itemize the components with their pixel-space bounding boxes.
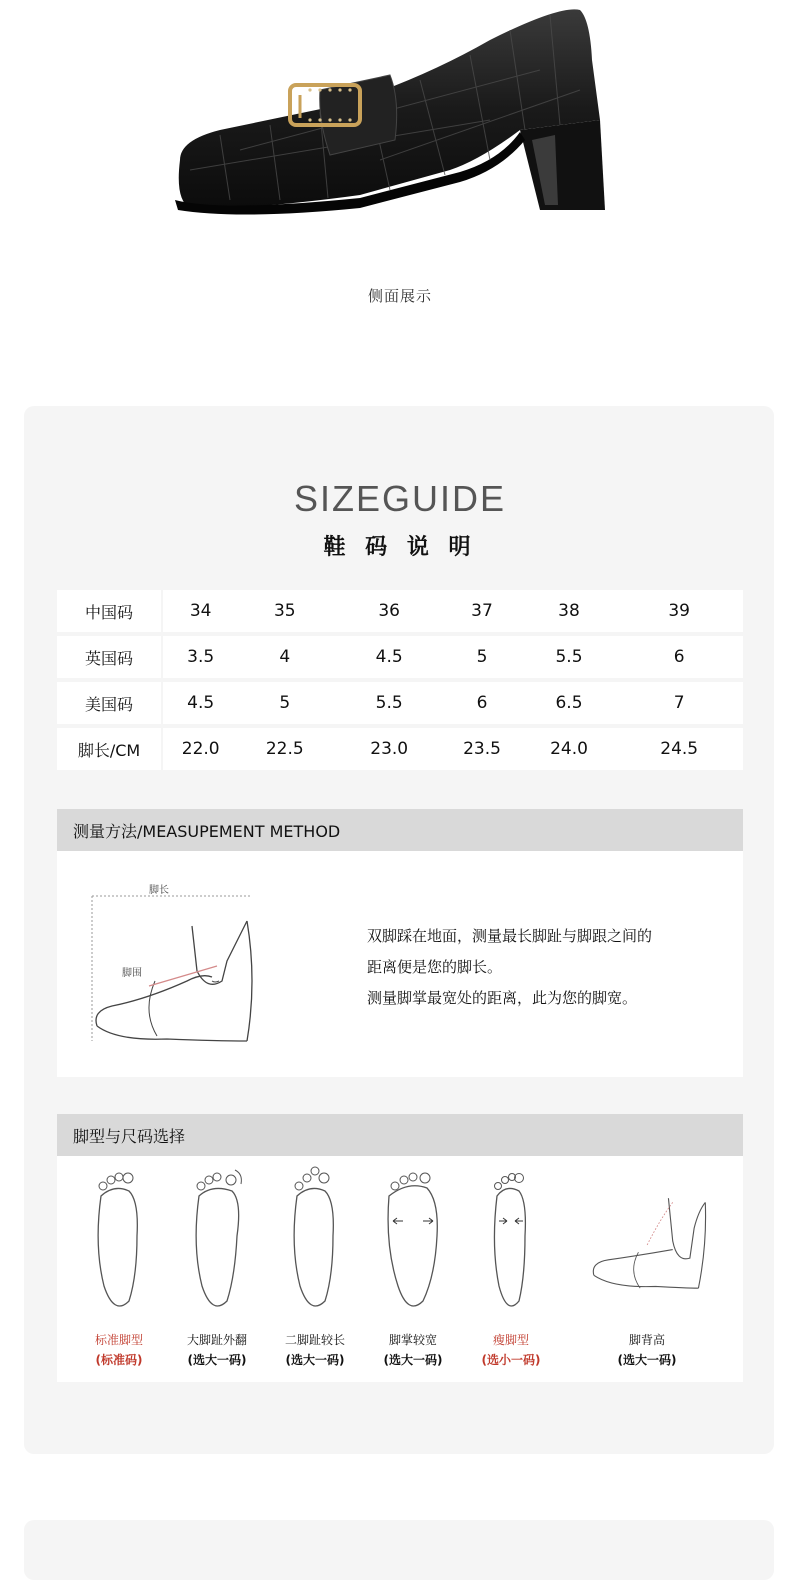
foot-type-advice: (选大一码)	[187, 1353, 247, 1367]
measure-method-header: 测量方法/MEASUPEMENT METHOD	[57, 809, 743, 851]
measure-line: 测量脚掌最宽处的距离，此为您的脚宽。	[367, 989, 638, 1007]
foot-type-advice: (选大一码)	[383, 1353, 443, 1367]
bunion-foot-icon	[187, 1166, 247, 1316]
foot-type-name: 标准脚型	[94, 1333, 143, 1347]
foot-type-long-second-toe	[265, 1166, 365, 1376]
foot-types-header: 脚型与尺码选择	[57, 1114, 743, 1156]
size-row-label: 中国码	[57, 590, 163, 632]
size-row-foot-length	[57, 728, 743, 770]
foot-type-name: 二脚趾较长	[284, 1333, 345, 1347]
size-row-us	[57, 682, 743, 724]
size-cell: 4	[279, 647, 291, 667]
foot-type-advice: (标准码)	[95, 1353, 143, 1367]
size-row-label: 脚长/CM	[57, 728, 163, 770]
size-guide-title-en: SIZEGUIDE	[293, 478, 507, 519]
foot-girth-label: 脚围	[122, 968, 142, 979]
foot-type-advice: (选小一码)	[481, 1353, 541, 1367]
size-cell: 3.5	[187, 647, 215, 667]
measure-panel	[57, 851, 743, 1077]
size-cell: 38	[558, 601, 580, 621]
size-cell: 23.5	[463, 739, 501, 759]
size-cell: 39	[668, 601, 691, 621]
measure-line: 双脚踩在地面，测量最长脚趾与脚跟之间的	[367, 927, 653, 945]
measure-instructions	[367, 921, 737, 1014]
foot-length-label: 脚长	[149, 885, 169, 896]
size-row-label: 英国码	[57, 636, 163, 678]
wide-foot-icon	[383, 1166, 443, 1316]
product-side-view	[0, 0, 800, 330]
size-cell: 22.5	[265, 739, 304, 759]
foot-type-name: 大脚趾外翻	[186, 1333, 247, 1347]
standard-foot-icon	[89, 1166, 149, 1316]
size-cell: 5.5	[555, 647, 583, 667]
size-cell: 5	[279, 693, 291, 713]
size-cell: 24.0	[550, 739, 588, 759]
foot-type-advice: (选大一码)	[617, 1353, 677, 1367]
size-cell: 23.0	[370, 739, 409, 759]
hero-caption: 侧面展示	[367, 287, 432, 305]
foot-type-slim	[461, 1166, 561, 1376]
foot-type-wide	[363, 1166, 463, 1376]
foot-type-standard	[69, 1166, 169, 1376]
high-instep-foot-icon	[587, 1166, 707, 1316]
foot-type-name: 瘦脚型	[492, 1333, 529, 1347]
size-cell: 4.5	[375, 647, 403, 667]
size-cell: 37	[471, 601, 493, 621]
slim-foot-icon	[481, 1166, 541, 1316]
size-row-uk	[57, 636, 743, 678]
shoe-side-image	[160, 0, 620, 220]
measure-line: 距离便是您的脚长。	[367, 958, 503, 976]
foot-measure-diagram	[87, 881, 287, 1051]
size-cell: 24.5	[660, 739, 699, 759]
foot-type-name: 脚掌较宽	[388, 1333, 437, 1347]
size-cell: 6.5	[555, 693, 583, 713]
size-cell: 36	[378, 601, 401, 621]
size-cell: 5.5	[375, 693, 403, 713]
next-section-card	[24, 1520, 774, 1580]
size-cell: 22.0	[181, 739, 220, 759]
size-table	[57, 590, 743, 774]
size-row-cn	[57, 590, 743, 632]
size-guide-title-cn: 鞋 码 说 明	[323, 535, 477, 560]
long-second-toe-icon	[285, 1166, 345, 1316]
foot-type-bunion	[167, 1166, 267, 1376]
size-cell: 6	[476, 693, 488, 713]
foot-type-name: 脚背高	[628, 1333, 665, 1347]
foot-type-advice: (选大一码)	[285, 1353, 345, 1367]
size-cell: 5	[476, 647, 488, 667]
size-cell: 35	[273, 601, 296, 621]
foot-type-high-instep	[587, 1166, 707, 1376]
size-cell: 7	[673, 693, 685, 713]
foot-types-panel	[57, 1156, 743, 1382]
size-cell: 34	[189, 601, 212, 621]
size-cell: 4.5	[187, 693, 215, 713]
size-row-label: 美国码	[57, 682, 163, 724]
size-cell: 6	[673, 647, 685, 667]
